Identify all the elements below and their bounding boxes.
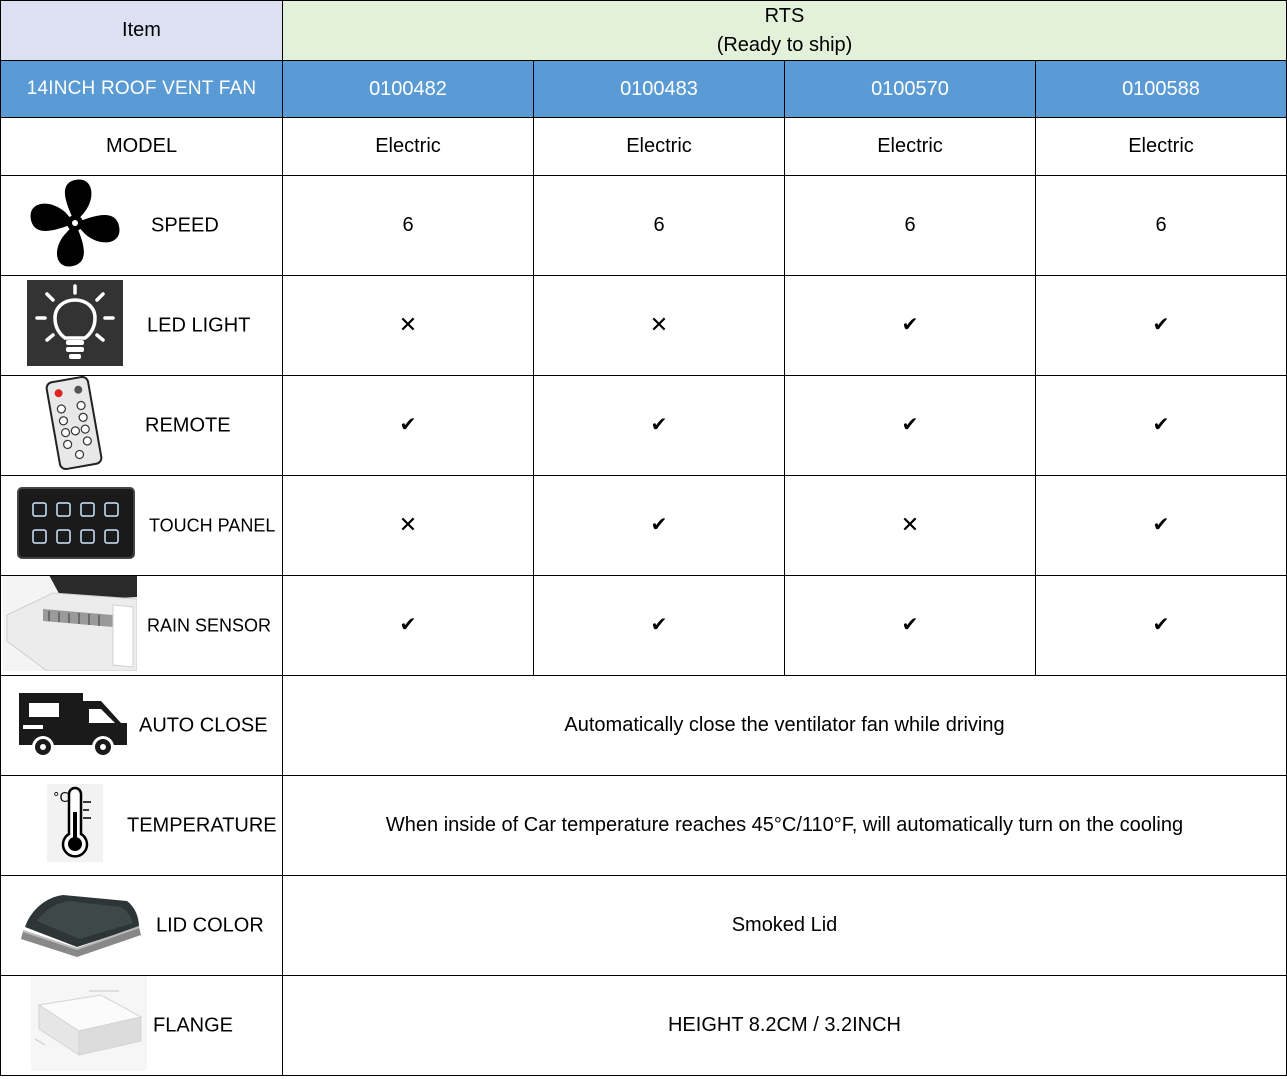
- lid-color-label-cell: [1, 876, 283, 976]
- fan-icon: [27, 176, 123, 276]
- touch-panel-value-cell: [534, 476, 785, 576]
- remote-value-cell: [785, 376, 1036, 476]
- touch-panel-label-cell: [1, 476, 283, 576]
- product-code-cell: [534, 61, 785, 118]
- camper-truck-icon: [15, 683, 133, 769]
- header-row: [1, 1, 1287, 61]
- speed-value-cell: [1036, 176, 1287, 276]
- model-value: Electric: [877, 135, 943, 157]
- touch-panel-value-cell: [1036, 476, 1287, 576]
- cross-mark-icon: ✕: [398, 311, 418, 337]
- remote-value-cell: [534, 376, 785, 476]
- speed-value: 6: [402, 214, 414, 236]
- model-value: Electric: [375, 135, 441, 157]
- rts-title: RTS: [764, 4, 805, 27]
- touch-panel-icon: [17, 487, 135, 565]
- model-value: Electric: [1128, 135, 1194, 157]
- remote-control-icon: [43, 376, 105, 476]
- check-mark-icon: ✔: [901, 414, 919, 436]
- flange-row: [1, 976, 1287, 1076]
- item-header-label: Item: [122, 19, 161, 41]
- check-mark-icon: ✔: [650, 514, 668, 536]
- rain-sensor-value-cell: [283, 576, 534, 676]
- led-light-value-cell: [534, 276, 785, 376]
- product-row: [1, 61, 1287, 118]
- touch-panel-value-cell: [283, 476, 534, 576]
- smoked-lid-icon: [17, 887, 143, 965]
- lid-color-value: Smoked Lid: [731, 914, 838, 936]
- led-light-row: [1, 276, 1287, 376]
- product-name-cell: [1, 61, 283, 118]
- touch-panel-row: [1, 476, 1287, 576]
- model-row: [1, 118, 1287, 176]
- remote-label: REMOTE: [145, 414, 231, 436]
- temperature-value: When inside of Car temperature reaches 45°C/110°F, will automatically turn on the cooling: [385, 814, 1184, 836]
- led-light-label-cell: [1, 276, 283, 376]
- rain-sensor-label: RAIN SENSOR: [147, 615, 272, 635]
- speed-label-cell: [1, 176, 283, 276]
- check-mark-icon: ✔: [650, 414, 668, 436]
- rain-sensor-value-cell: [534, 576, 785, 676]
- lid-color-row: [1, 876, 1287, 976]
- model-value: Electric: [626, 135, 692, 157]
- speed-value: 6: [653, 214, 665, 236]
- rts-header-cell: [283, 1, 1287, 61]
- rts-subtitle: (Ready to ship): [716, 33, 853, 56]
- product-code-cell: [283, 61, 534, 118]
- led-light-label: LED LIGHT: [147, 314, 251, 336]
- auto-close-label: AUTO CLOSE: [139, 714, 268, 736]
- auto-close-value: Automatically close the ventilator fan while driving: [564, 714, 1005, 736]
- model-label-cell: [1, 118, 283, 176]
- flange-label-cell: [1, 976, 283, 1076]
- led-light-value-cell: [785, 276, 1036, 376]
- temperature-value-cell: [283, 776, 1287, 876]
- rain-sensor-value-cell: [785, 576, 1036, 676]
- item-header-cell: [1, 1, 283, 61]
- check-mark-icon: ✔: [399, 414, 417, 436]
- check-mark-icon: ✔: [901, 614, 919, 636]
- lid-color-label: LID COLOR: [156, 914, 264, 936]
- lid-color-value-cell: [283, 876, 1287, 976]
- light-bulb-icon: [27, 280, 123, 372]
- svg-text:°C: °C: [53, 790, 69, 806]
- remote-row: [1, 376, 1287, 476]
- cross-mark-icon: ✕: [398, 511, 418, 537]
- rain-sensor-label-cell: [1, 576, 283, 676]
- product-code: 0100483: [620, 77, 698, 100]
- model-label: MODEL: [105, 135, 178, 157]
- rain-sensor-row: [1, 576, 1287, 676]
- auto-close-row: [1, 676, 1287, 776]
- product-code: 0100482: [369, 77, 447, 100]
- check-mark-icon: ✔: [901, 314, 919, 336]
- temperature-label-cell: [1, 776, 283, 876]
- speed-value-cell: [785, 176, 1036, 276]
- model-value-cell: [283, 118, 534, 176]
- model-value-cell: [534, 118, 785, 176]
- product-code-cell: [1036, 61, 1287, 118]
- rain-sensor-value-cell: [1036, 576, 1287, 676]
- product-code: 0100588: [1122, 77, 1200, 100]
- speed-value-cell: [283, 176, 534, 276]
- model-value-cell: [785, 118, 1036, 176]
- speed-value: 6: [1155, 214, 1167, 236]
- flange-value-cell: [283, 976, 1287, 1076]
- model-value-cell: [1036, 118, 1287, 176]
- flange-icon: [31, 976, 147, 1076]
- product-name: 14INCH ROOF VENT FAN: [26, 78, 257, 99]
- led-light-value-cell: [1036, 276, 1287, 376]
- check-mark-icon: ✔: [650, 614, 668, 636]
- remote-label-cell: [1, 376, 283, 476]
- remote-value-cell: [1036, 376, 1287, 476]
- touch-panel-value-cell: [785, 476, 1036, 576]
- rain-sensor-icon: [3, 576, 137, 676]
- auto-close-value-cell: [283, 676, 1287, 776]
- auto-close-label-cell: [1, 676, 283, 776]
- flange-label: FLANGE: [153, 1014, 234, 1036]
- check-mark-icon: ✔: [399, 614, 417, 636]
- speed-label: SPEED: [151, 214, 219, 236]
- check-mark-icon: ✔: [1152, 614, 1170, 636]
- check-mark-icon: ✔: [1152, 514, 1170, 536]
- touch-panel-label: TOUCH PANEL: [149, 515, 276, 535]
- product-code-cell: [785, 61, 1036, 118]
- speed-row: [1, 176, 1287, 276]
- led-light-value-cell: [283, 276, 534, 376]
- speed-value-cell: [534, 176, 785, 276]
- cross-mark-icon: ✕: [649, 311, 669, 337]
- check-mark-icon: ✔: [1152, 314, 1170, 336]
- thermometer-icon: [47, 784, 103, 868]
- temperature-label: TEMPERATURE: [127, 814, 277, 836]
- remote-value-cell: [283, 376, 534, 476]
- speed-value: 6: [904, 214, 916, 236]
- product-code: 0100570: [871, 77, 949, 100]
- flange-value: HEIGHT 8.2CM / 3.2INCH: [667, 1014, 902, 1036]
- check-mark-icon: ✔: [1152, 414, 1170, 436]
- cross-mark-icon: ✕: [900, 511, 920, 537]
- temperature-row: [1, 776, 1287, 876]
